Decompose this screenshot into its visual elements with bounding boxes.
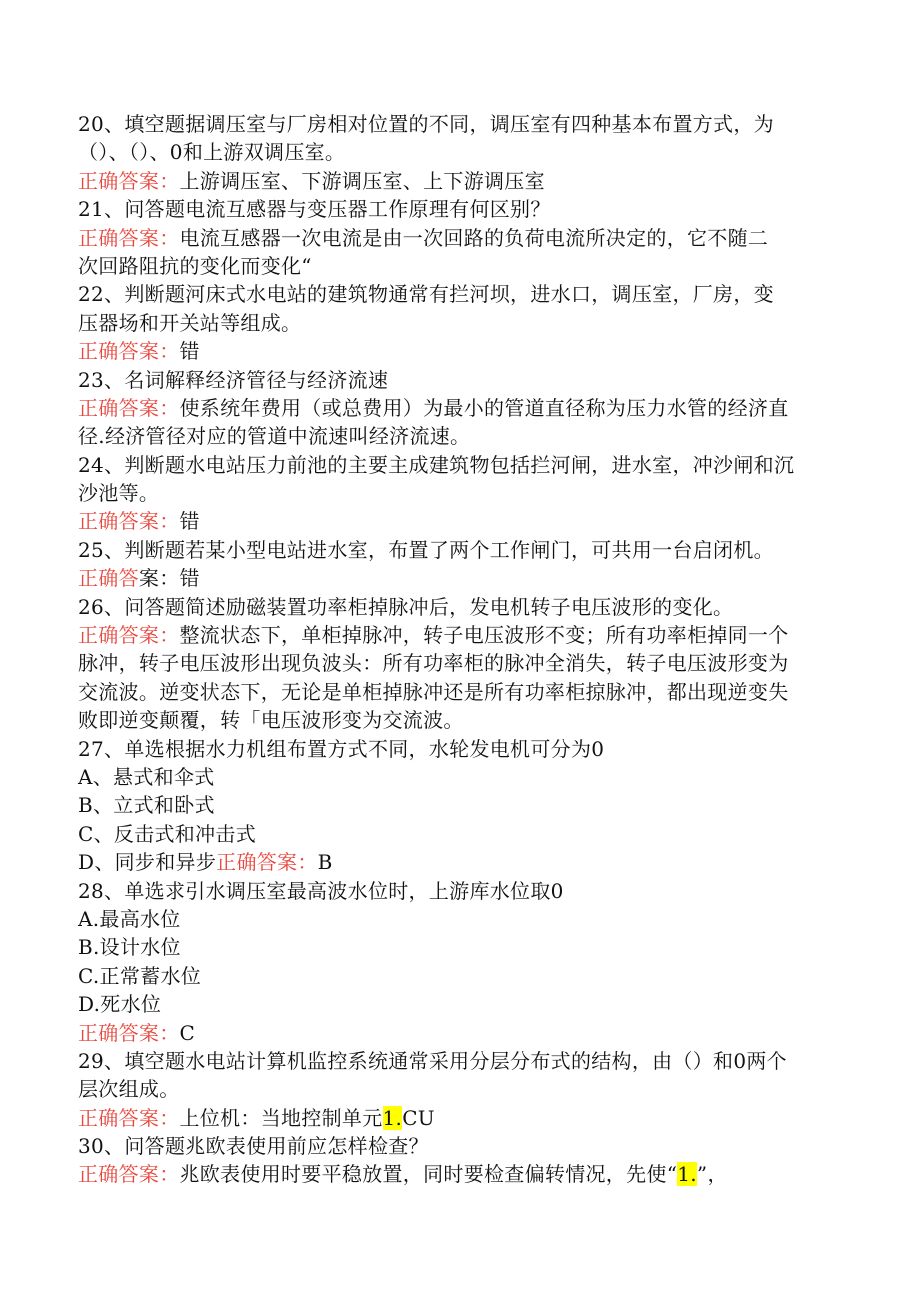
question-20-cont: （）、（）、0和上游双调压室。 [78,140,346,165]
answer-22: 正确答案：错 [78,339,200,364]
question-28: 28、单选求引水调压室最高波水位时，上游库水位取0 [78,878,564,903]
highlight-mark: 1. [382,1105,403,1130]
question-24-cont: 沙池等。 [78,481,160,506]
answer-label: 正确答案： [78,395,180,420]
answer-24: 正确答案：错 [78,509,200,534]
option-27-a: A、悬式和伞式 [78,764,215,789]
answer-29: 正确答案：上位机：当地控制单元1.CU [78,1105,435,1130]
option-28-a: A.最高水位 [78,906,181,931]
question-30: 30、问答题兆欧表使用前应怎样检查？ [78,1134,429,1159]
option-27-c: C、反击式和冲击式 [78,821,257,846]
answer-30: 正确答案：兆欧表使用时要平稳放置，同时要检查偏转情况，先使“1.”， [78,1162,728,1187]
answer-26-cont-2: 交流波。逆变状态下，无论是单柜掉脉冲还是所有功率柜掠脉冲，都出现逆变失 [78,679,789,704]
answer-20: 正确答案：上游调压室、下游调压室、上下游调压室 [78,168,545,193]
option-28-d: D.死水位 [78,992,162,1017]
answer-21: 正确答案：电流互感器一次电流是由一次回路的负荷电流所决定的，它不随二 [78,225,769,250]
question-25: 25、判断题若某小型电站进水室，布置了两个工作闸门，可共用一台启闭机。 [78,537,774,562]
answer-label: 正确答案： [216,850,318,875]
answer-26-cont-1: 脉冲，转子电压波形出现负波头：所有功率柜的脉冲全消失，转子电压波形变为 [78,651,789,676]
answer-21-cont: 次回路阻抗的变化而变化“ [78,253,312,278]
option-27-b: B、立式和卧式 [78,793,215,818]
answer-label: 正确答案： [78,1105,180,1130]
question-29: 29、填空题水电站计算机监控系统通常采用分层分布式的结构，由（）和0两个 [78,1048,787,1073]
question-21: 21、问答题电流互感器与变压器工作原理有何区别？ [78,197,551,222]
answer-label: 正确答案： [78,1162,180,1187]
question-29-cont: 层次组成。 [78,1077,180,1102]
question-26: 26、问答题简述励磁装置功率柜掉脉冲后，发电机转子电压波形的变化。 [78,594,734,619]
answer-label: 正确答案： [78,339,180,364]
answer-label: 正确答案： [78,623,180,648]
option-27-d-with-answer: D、同步和异步正确答案：B [78,850,333,875]
answer-26: 正确答案：整流状态下，单柜掉脉冲，转子电压波形不变；所有功率柜掉同一个 [78,623,789,648]
answer-label: 正确答案： [78,1020,180,1045]
answer-label: 正确答案： [78,509,180,534]
answer-23: 正确答案：使系统年费用（或总费用）为最小的管道直径称为压力水管的经济直 [78,395,789,420]
answer-label: 正确答 [78,566,139,591]
highlight-mark: 1. [677,1162,697,1187]
answer-26-cont-3: 败即逆变颠覆，转「电压波形变为交流波。 [78,708,464,733]
document-body [78,110,838,1189]
question-24: 24、判断题水电站压力前池的主要主成建筑物包括拦河闸，进水室，冲沙闸和沉 [78,452,795,477]
answer-label: 正确答案： [78,168,180,193]
option-28-b: B.设计水位 [78,935,181,960]
answer-23-cont: 径.经济管径对应的管道中流速叫经济流速。 [78,424,471,449]
question-20: 20、填空题据调压室与厂房相对位置的不同，调压室有四种基本布置方式，为 [78,112,774,136]
question-23: 23、名词解释经济管径与经济流速 [78,367,389,392]
question-22: 22、判断题河床式水电站的建筑物通常有拦河坝，进水口，调压室，厂房，变 [78,282,774,307]
question-22-cont: 压器场和开关站等组成。 [78,310,302,335]
answer-label: 正确答案： [78,225,180,250]
option-28-c: C.正常蓄水位 [78,963,202,988]
answer-28: 正确答案：C [78,1020,196,1045]
answer-25: 正确答案：错 [78,566,200,591]
question-27: 27、单选根据水力机组布置方式不同，水轮发电机可分为0 [78,736,605,761]
